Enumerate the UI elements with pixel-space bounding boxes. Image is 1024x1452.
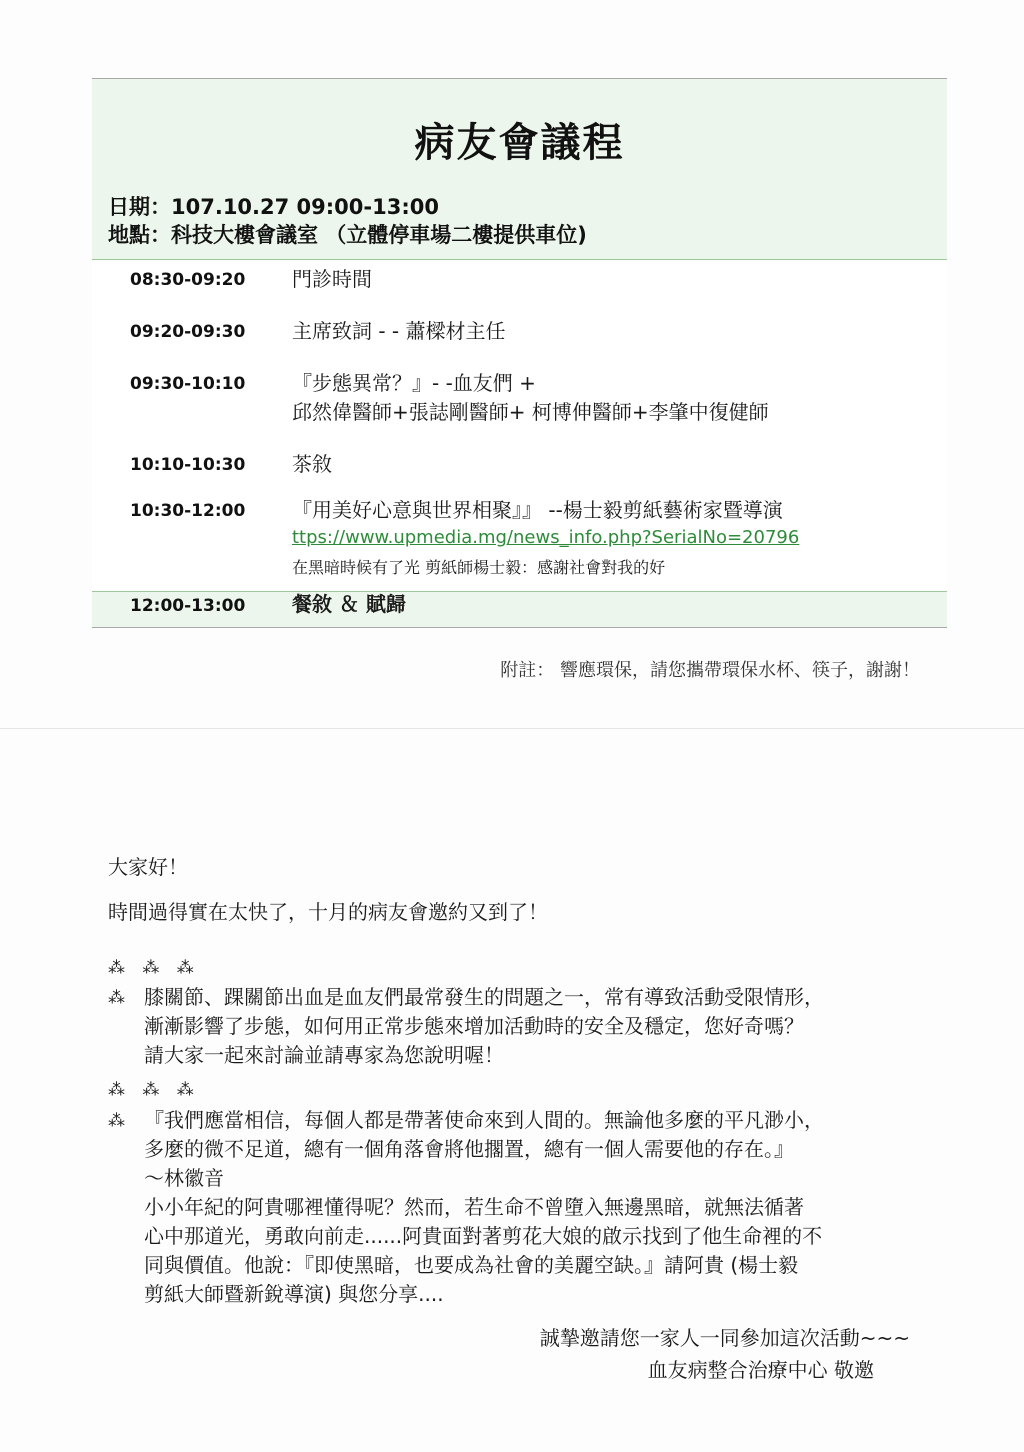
paragraph-line: 剪紙大師暨新銳導演) 與您分享.... [144, 1282, 444, 1306]
invitation-closing: 誠摯邀請您一家人一同參加這次活動~~~ [539, 1326, 910, 1350]
quote-author: ～林徽音 [144, 1166, 224, 1190]
paragraph-story [144, 1106, 934, 1309]
paragraph-line: 請大家一起來討論並請專家為您說明喔！ [144, 1043, 504, 1067]
agenda-time: 12:00-13:00 [130, 596, 246, 616]
link-caption: 在黑暗時候有了光 剪紙師楊士毅：感謝社會對我的好 [292, 558, 666, 577]
paragraph-line: 多麼的微不足道，總有一個角落會將他擱置，總有一個人需要他的存在。』 [144, 1137, 794, 1161]
agenda-time: 08:30-09:20 [130, 270, 246, 290]
footnote: 附註： 響應環保，請您攜帶環保水杯、筷子，謝謝！ [500, 660, 920, 681]
event-date: 日期：107.10.27 09:00-13:00 [108, 195, 439, 219]
paragraph-line: 同與價值。他說：『即使黑暗，也要成為社會的美麗空缺。』請阿貴 (楊士毅 [144, 1253, 799, 1277]
paragraph-line: 漸漸影響了步態，如何用正常步態來增加活動時的安全及穩定，您好奇嗎？ [144, 1014, 804, 1038]
agenda-item: 『步態異常？』- -血友們 + [292, 371, 536, 395]
agenda-item: 主席致詞 - - 蕭樑材主任 [292, 319, 506, 343]
stars-divider: ⁂ ⁂ ⁂ [108, 1080, 200, 1100]
greeting: 大家好！ [108, 855, 188, 879]
article-link[interactable]: ttps://www.upmedia.mg/news_info.php?SerialNo=20796 [292, 527, 800, 548]
signature: 血友病整合治療中心 敬邀 [647, 1358, 874, 1382]
intro-line: 時間過得實在太快了，十月的病友會邀約又到了！ [108, 900, 548, 924]
agenda-item: 茶敘 [292, 452, 332, 476]
paragraph-line: 心中那道光，勇敢向前走......阿貴面對著剪花大娘的啟示找到了他生命裡的不 [144, 1224, 823, 1248]
agenda-time: 10:30-12:00 [130, 501, 246, 521]
agenda-item: 邱然偉醫師+張誌剛醫師+ 柯博伸醫師+李肇中復健師 [292, 400, 769, 424]
agenda-title: 病友會議程 [414, 120, 625, 166]
agenda-schedule [92, 259, 947, 592]
bullet-icon: ⁂ [108, 988, 125, 1008]
paragraph-line: 膝關節、踝關節出血是血友們最常發生的問題之一，常有導致活動受限情形， [144, 985, 824, 1009]
event-place: 地點：科技大樓會議室 （立體停車場二樓提供車位) [108, 223, 587, 247]
agenda-card [92, 78, 947, 628]
bullet-icon: ⁂ [108, 1111, 125, 1131]
agenda-time: 09:20-09:30 [130, 322, 246, 342]
paragraph-line: 『我們應當相信，每個人都是帶著使命來到人間的。無論他多麼的平凡渺小， [144, 1108, 824, 1132]
agenda-item: 餐敘 ＆ 賦歸 [292, 592, 406, 616]
paragraph-gait [144, 983, 934, 1070]
stars-divider: ⁂ ⁂ ⁂ [108, 958, 200, 978]
agenda-time: 09:30-10:10 [130, 374, 246, 394]
agenda-item: 門診時間 [292, 267, 372, 291]
agenda-time: 10:10-10:30 [130, 455, 246, 475]
agenda-item: 『用美好心意與世界相聚』』 --楊士毅剪紙藝術家暨導演 [292, 498, 783, 522]
page-divider [0, 728, 1024, 729]
paragraph-line: 小小年紀的阿貴哪裡懂得呢？然而，若生命不曾墮入無邊黑暗，就無法循著 [144, 1195, 804, 1219]
